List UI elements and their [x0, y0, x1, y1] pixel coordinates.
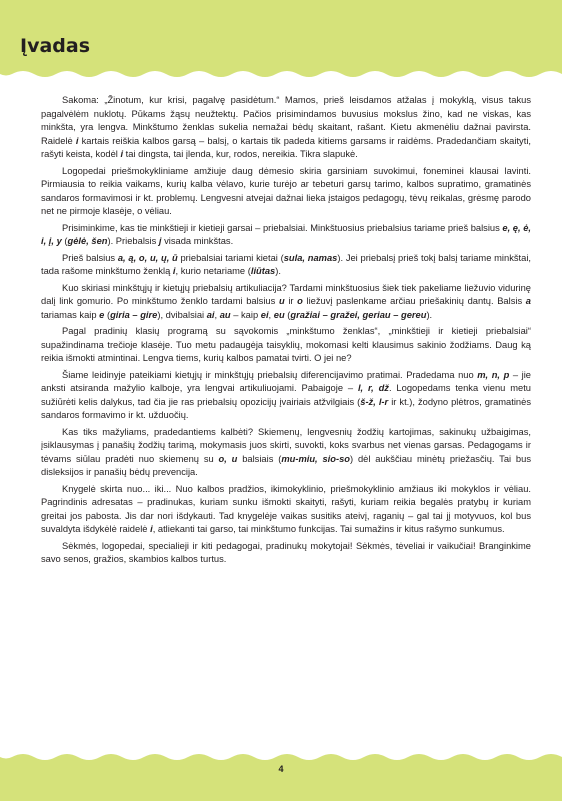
page-title: Įvadas — [20, 35, 91, 57]
paragraph: Sėkmės, logopedai, specialieji ir kiti pedagogai, pradinukų mokytojai! Sėkmės, tėveliai ir vaikučiai! Branginkime savo senos, gražios, skambios kalbos turtus. — [41, 540, 531, 564]
paragraph: Šiame leidinyje pateikiami kietųjų ir minkštųjų priebalsių diferencijavimo pratimai. Pradedama nuo m, n, p – jie anksti atsiranda mažylio kalboje, yra lengvai artikuliuojami. Pabaigoje – l, r, dž. Logopedams tenka vienu metu sužiūrėti kelis dalykus, tad čia jie ras priebalsių opozicijų įvairiais atžvilgiais (š-ž, l-r ir kt.), žodyno plėtros, gramatinės sandaros formavimo ir kt. užduočių. — [41, 369, 532, 420]
intro-text — [41, 94, 531, 567]
paragraph: Pagal pradinių klasių programą su sąvokomis „minkštumo ženklas“, „minkštieji ir kietieji priebalsiai“ supažindinama trečioje klasėje. Tuo metu padaugėja taisyklių, mokomasi kelti klausimus sakinio žodžiams. Daug ką reikia išmokti atmintinai. Lengva tiems, kurių kalbos pamatai tvirti. O jei ne? — [41, 326, 531, 363]
paragraph: Kas tiks mažyliams, pradedantiems kalbėti? Skiemenų, lengvesnių žodžių kartojimas, sakinukų užbaigimas, įsiklausymas į panašių žodžių tarimą, mokymasis juos skirti, suvokti, koks svarbus net vienas garsas. Pedagogams ir tėvams siūlau pradėti nuo skiemenų su o, u balsiais (mu-miu, sio-so) dėl aukščiau minėtų priežasčių. Tai bus disleksijos ir panašių bėdų prevencija. — [41, 426, 531, 477]
paragraph: Logopedai priešmokykliniame amžiuje daug dėmesio skiria garsiniam suvokimui, foneminei klausai lavinti. Pirmiausia to reikia vaikams, kurių kalba vėlavo, kurie turėjo ar tebeturi garsų tarimo, kalbos supratimo, gramatinės sandaros formavimosi ir kt. problemų. Lengvesni atvejai dažnai lieka įstaigos pedagogų, tėvų reikalas, grėsmę parodo net ne pirmoje klasėje, o vėliau. — [41, 165, 531, 216]
paragraph: Prieš balsius a, ą, o, u, ų, ū priebalsiai tariami kietai (sula, namas). Jei priebalsį prieš tokį balsį tariame minkštai, tada rašome minkštumo ženklą i, kurio netariame (liūtas). — [41, 252, 532, 276]
paragraph: Knygelė skirta nuo... iki... Nuo kalbos pradžios, ikimokyklinio, priešmokyklinio amžiaus iki mokyklos ir vėliau. Pagrindinis adresatas – pradinukas, kuriam sunku išmokti skaityti, rašyti, kuriam reikia begalės pratybų ir kuriam greitai jos pabosta. Jis dar nori išdykauti. Tad knygelėje vaikas susitiks ateivį, raganių – gal tai jį motyvuos, kol bus suvaldyta išdykėlė raidelė i, atliekanti tai garso, tai minkštumo funkcijas. Tai sumažins ir kitus rašymo sunkumus. — [41, 483, 531, 534]
paragraph: Prisiminkime, kas tie minkštieji ir kietieji garsai – priebalsiai. Minkštuosius priebalsius tariame prieš balsius e, ę, ė, i, į, y (gėlė, šen). Priebalsis j visada minkštas. — [41, 222, 531, 246]
paragraph: Sakoma: „Žinotum, kur krisi, pagalvę pasidėtum.“ Mamos, prieš leisdamos atžalas į mokyklą, visus takus pagalvėlėm nuklotų. Pūkams žąsų neužtektų. Pačios prisimindamos buvusius mokslus žino, kad ne viskas, kas minkšta, yra lengva. Minkštumo ženklas sukelia nemažai bėdų skaitant, rašant. Kietu akmenėliu dažnai pavirsta. Raidelė i kartais reiškia kalbos garsą – balsį, o kartais tik padeda kitiems garsams ir raidėms. Pradedančiam skaityti, rašyti keista, kodėl i tai dingsta, tai įlenda, kur, rodos, nereikia. Tikra slapukė. — [41, 95, 531, 159]
page-number: 4 — [278, 764, 284, 774]
paragraph: Kuo skiriasi minkštųjų ir kietųjų priebalsių artikuliacija? Tardami minkštuosius šiek tiek pakeliame liežuvio vidurinę dalį link gomurio. Po minkštumo ženklo tardami balsius u ir o liežuvį paslenkame arčiau priešakinių dantų. Balsis a tariamas kaip e (giria – gire), dvibalsiai ai, au – kaip ei, eu (gražiai – gražei, geriau – gereu). — [41, 282, 531, 320]
header-band — [0, 0, 562, 92]
